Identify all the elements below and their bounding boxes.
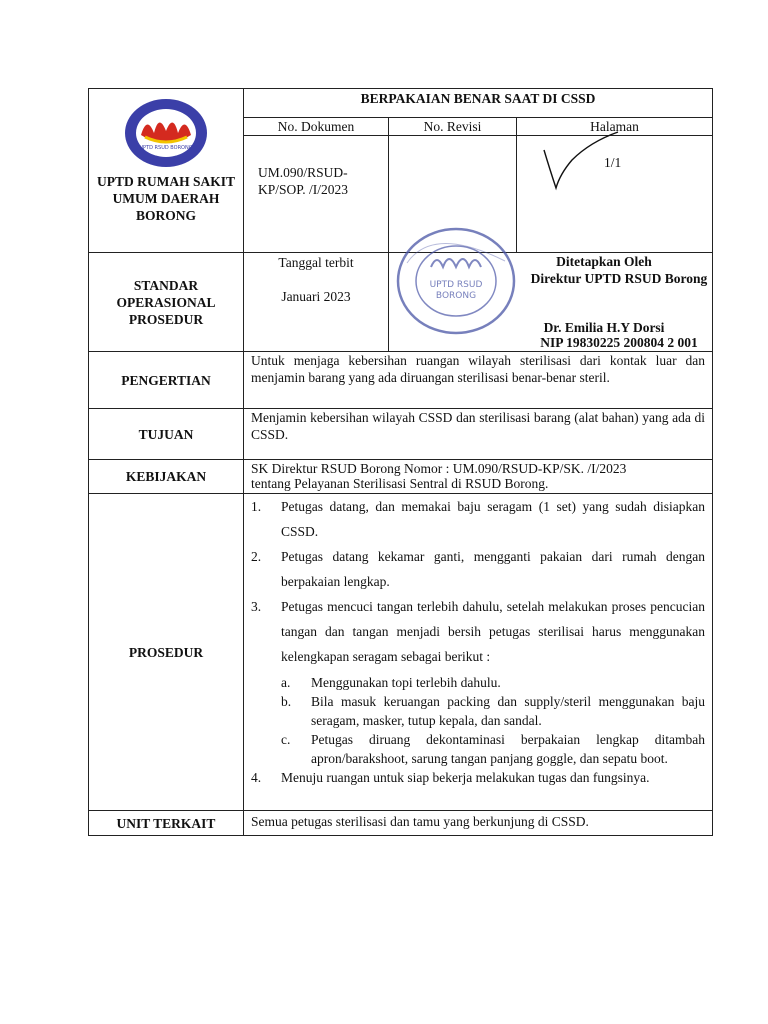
hospital-logo-icon bbox=[121, 97, 211, 173]
prosedur-label: PROSEDUR bbox=[89, 494, 244, 811]
signature-mark-icon bbox=[542, 130, 622, 200]
halaman-header: Halaman bbox=[517, 118, 713, 136]
prosedur-steps bbox=[251, 494, 705, 787]
no-revisi-header: No. Revisi bbox=[389, 118, 517, 136]
tanggal-terbit-value: Januari 2023 bbox=[281, 289, 351, 304]
tanggal-terbit-cell bbox=[244, 253, 389, 352]
prosedur-sub-steps bbox=[281, 673, 705, 768]
ditetapkan-oleh: Ditetapkan Oleh bbox=[556, 254, 652, 269]
tanggal-terbit-label: Tanggal terbit bbox=[278, 255, 354, 270]
tujuan-label: TUJUAN bbox=[89, 409, 244, 460]
prosedur-step-1: 1. Petugas datang, dan memakai baju seragam (1 set) yang sudah disiapkan CSSD. bbox=[251, 499, 706, 539]
prosedur-sub-step-c: c. Petugas diruang dekontaminasi berpakaian lengkap ditambah apron/barakshoot, sarung tangan panjang goggle, dan sepatu boot. bbox=[281, 732, 706, 766]
prosedur-step-4: 4. Menuju ruangan untuk siap bekerja melakukan tugas dan fungsinya. bbox=[251, 770, 650, 785]
nip-direktur: NIP 19830225 200804 2 001 bbox=[540, 335, 698, 350]
unit-terkait-text: Semua petugas sterilisasi dan tamu yang berkunjung di CSSD. bbox=[244, 811, 713, 836]
unit-terkait-label: UNIT TERKAIT bbox=[89, 811, 244, 836]
nama-direktur: Dr. Emilia H.Y Dorsi bbox=[543, 320, 665, 335]
prosedur-sub-step-a: a. Menggunakan topi terlebih dahulu. bbox=[281, 675, 501, 690]
kebijakan-label: KEBIJAKAN bbox=[89, 460, 244, 494]
svg-text:UPTD RSUD: UPTD RSUD bbox=[429, 280, 483, 290]
sop-table bbox=[88, 88, 713, 836]
pengertian-text: Untuk menjaga kebersihan ruangan wilayah sterilisasi dari kontak luar dan menjamin barang yang ada diruangan sterilisasi benar-benar steril. bbox=[244, 352, 713, 409]
kebijakan-line-2: tentang Pelayanan Sterilisasi Sentral di RSUD Borong. bbox=[251, 476, 549, 491]
prosedur-step-2: 2. Petugas datang kekamar ganti, mengganti pakaian dari rumah dengan berpakaian lengkap. bbox=[251, 549, 706, 589]
hospital-logo-cell bbox=[89, 89, 244, 253]
no-dokumen-value: UM.090/RSUD-KP/SOP. /I/2023 bbox=[244, 136, 389, 253]
kebijakan-line-1: SK Direktur RSUD Borong Nomor : UM.090/RSUD-KP/SK. /I/2023 bbox=[251, 461, 627, 476]
sop-label: STANDAR OPERASIONAL PROSEDUR bbox=[89, 253, 244, 352]
halaman-value: 1/1 bbox=[517, 136, 713, 253]
svg-text:UPTD RSUD BORONG: UPTD RSUD BORONG bbox=[139, 145, 193, 151]
hospital-name: UPTD RUMAH SAKIT UMUM DAERAH BORONG bbox=[96, 174, 235, 223]
tujuan-text: Menjamin kebersihan wilayah CSSD dan sterilisasi barang (alat bahan) yang ada di CSSD. bbox=[244, 409, 713, 460]
kebijakan-cell bbox=[244, 460, 713, 494]
prosedur-step-3: 3. Petugas mencuci tangan terlebih dahulu, setelah melakukan proses pencucian tangan dan tangan menjadi bersih petugas sterilisai harus menggunakan kelengkapan seragam sebagai berikut : a. Menggunakan topi terlebih dahulu. b. Bila masuk keruangan packing dan supply/steril menggunakan baju seragam, masker, tutup kepala, dan sandal. c. Petugas diruang dekontaminasi berpakaian lengkap ditambah apron/barakshoot, sarung tangan panjang goggle, dan sepatu boot. bbox=[251, 599, 706, 766]
no-dokumen-header: No. Dokumen bbox=[244, 118, 389, 136]
sop-document bbox=[88, 88, 712, 836]
pengertian-label: PENGERTIAN bbox=[89, 352, 244, 409]
signature-cell bbox=[389, 253, 713, 352]
jabatan-direktur: Direktur UPTD RSUD Borong bbox=[530, 271, 708, 286]
prosedur-sub-step-b: b. Bila masuk keruangan packing dan supply/steril menggunakan baju seragam, masker, tutup kepala, dan sandal. bbox=[281, 694, 706, 728]
document-title: BERPAKAIAN BENAR SAAT DI CSSD bbox=[244, 89, 713, 118]
svg-text:BORONG: BORONG bbox=[435, 291, 477, 301]
prosedur-cell bbox=[244, 494, 713, 811]
